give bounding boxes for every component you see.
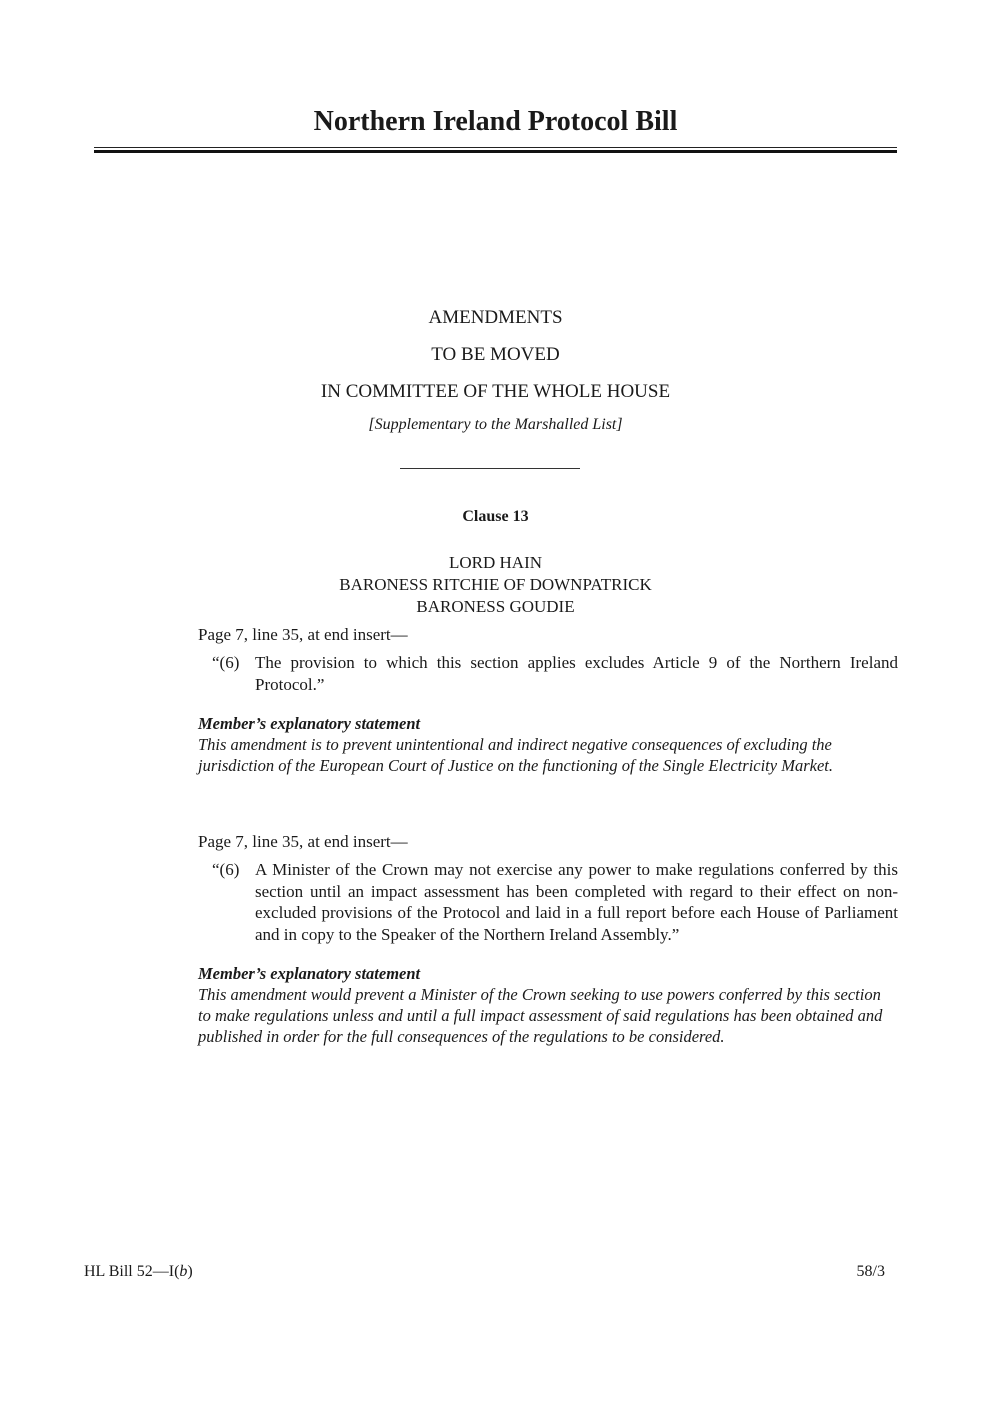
amendment-instruction: Page 7, line 35, at end insert— — [198, 625, 408, 644]
heading-line-2: TO BE MOVED — [431, 344, 560, 365]
bill-reference — [84, 1263, 193, 1281]
heading-line-1: AMENDMENTS — [428, 307, 563, 328]
bill-ref-italic: b — [179, 1263, 188, 1280]
amendments-heading — [94, 299, 897, 440]
amendment-text: The provision to which this section applies excludes Article 9 of the Northern Ireland Protocol.” — [255, 653, 898, 694]
document-title: Northern Ireland Protocol Bill — [313, 106, 678, 137]
page-reference: 58/3 — [856, 1263, 885, 1280]
amendment-1 — [198, 624, 898, 776]
member-name: BARONESS GOUDIE — [416, 597, 575, 616]
section-divider — [400, 468, 580, 469]
explanatory-statement-text: This amendment would prevent a Minister of the Crown seeking to use powers conferred by this section to make regulations unless and until a full impact assessment of said regulations has been obtained and published in order for the full consequences of the regulations to be considered. — [198, 985, 883, 1046]
title-rule-thick — [94, 150, 897, 153]
amendment-text-block — [212, 859, 898, 945]
subheading: [Supplementary to the Marshalled List] — [368, 416, 623, 433]
subsection-number: “(6) — [212, 860, 240, 879]
bill-ref-suffix: ) — [187, 1263, 193, 1280]
explanatory-statement-title: Member’s explanatory statement — [198, 964, 421, 983]
title-rule-thin — [94, 147, 897, 148]
clause-heading: Clause 13 — [462, 508, 529, 525]
amendment-instruction: Page 7, line 35, at end insert— — [198, 832, 408, 851]
bill-ref-prefix: HL Bill 52—I( — [84, 1263, 180, 1280]
amendment-text: A Minister of the Crown may not exercise any power to make regulations conferred by this section until an impact assessment has been completed with regard to their effect on non-excluded provisions of the Protocol and laid in a full report before each House of Parliament and in copy to the Speaker of the Northern Ireland Assembly.” — [255, 860, 898, 944]
amendment-2 — [198, 831, 898, 1047]
amendment-text-block — [212, 652, 898, 695]
member-name: BARONESS RITCHIE OF DOWNPATRICK — [339, 575, 652, 594]
explanatory-statement-text: This amendment is to prevent unintentional and indirect negative consequences of excluding the jurisdiction of the European Court of Justice on the functioning of the Single Electricity Market. — [198, 735, 833, 775]
member-list — [94, 552, 897, 618]
heading-line-3: IN COMMITTEE OF THE WHOLE HOUSE — [320, 381, 671, 402]
subsection-number: “(6) — [212, 653, 240, 672]
member-name: LORD HAIN — [448, 553, 543, 572]
explanatory-statement-title: Member’s explanatory statement — [198, 714, 421, 733]
